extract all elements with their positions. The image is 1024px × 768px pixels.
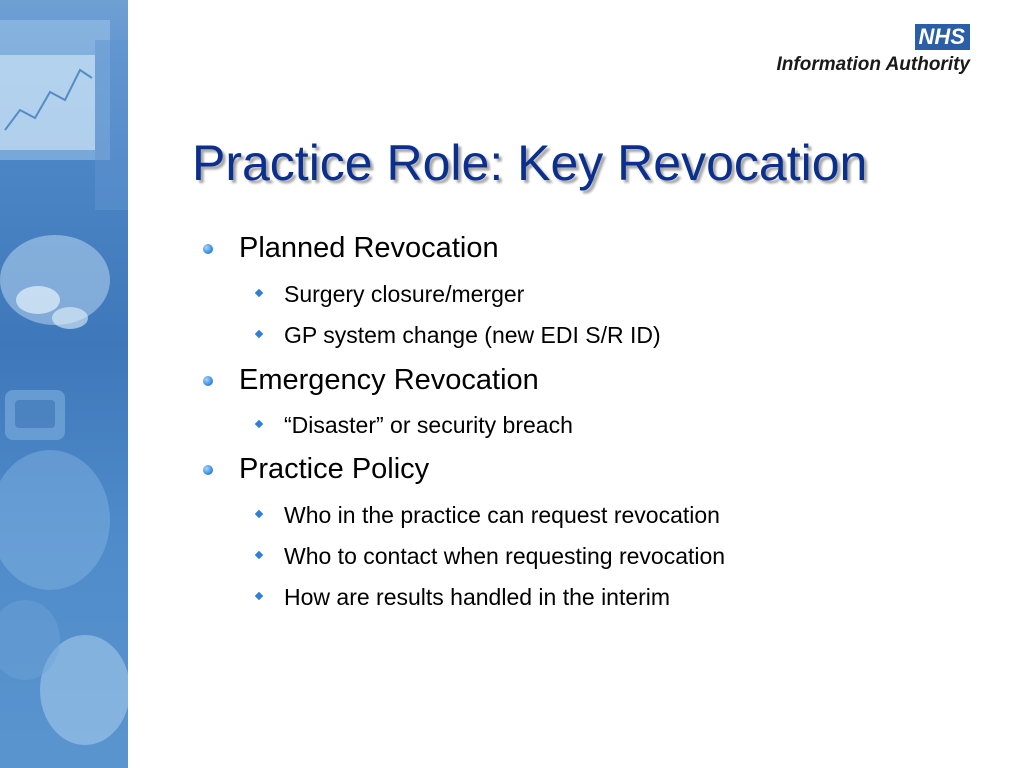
sub-bullet-item — [284, 412, 573, 439]
bullet-text: Emergency Revocation — [239, 364, 539, 396]
sub-bullet-item — [284, 502, 720, 529]
sub-bullet-item — [284, 322, 661, 349]
bullet-dot-icon — [203, 465, 213, 475]
diamond-bullet-icon — [255, 420, 263, 428]
diamond-bullet-icon — [255, 330, 263, 338]
sub-bullet-text: “Disaster” or security breach — [284, 412, 573, 438]
sub-bullet-text: How are results handled in the interim — [284, 584, 671, 610]
bullet-item — [239, 364, 539, 397]
diamond-bullet-icon — [255, 510, 263, 518]
slide-title: Practice Role: Key Revocation — [192, 135, 868, 191]
sub-bullet-text: GP system change (new EDI S/R ID) — [284, 322, 661, 348]
sub-bullet-text: Surgery closure/merger — [284, 281, 525, 307]
sub-bullet-item — [284, 281, 524, 308]
nhs-badge: NHS — [915, 24, 970, 50]
bullet-text: Practice Policy — [239, 453, 430, 485]
bullet-item — [239, 232, 499, 265]
sub-bullet-text: Who to contact when requesting revocation — [284, 543, 726, 569]
sub-bullet-text: Who in the practice can request revocation — [284, 502, 720, 528]
organization-name: Information Authority — [776, 54, 970, 75]
bullet-text: Planned Revocation — [239, 232, 499, 264]
sub-bullet-item — [284, 584, 670, 611]
diamond-bullet-icon — [255, 551, 263, 559]
diamond-bullet-icon — [255, 592, 263, 600]
diamond-bullet-icon — [255, 289, 263, 297]
sub-bullet-item — [284, 543, 725, 570]
bullet-dot-icon — [203, 376, 213, 386]
bullet-dot-icon — [203, 244, 213, 254]
bullet-item — [239, 453, 429, 486]
